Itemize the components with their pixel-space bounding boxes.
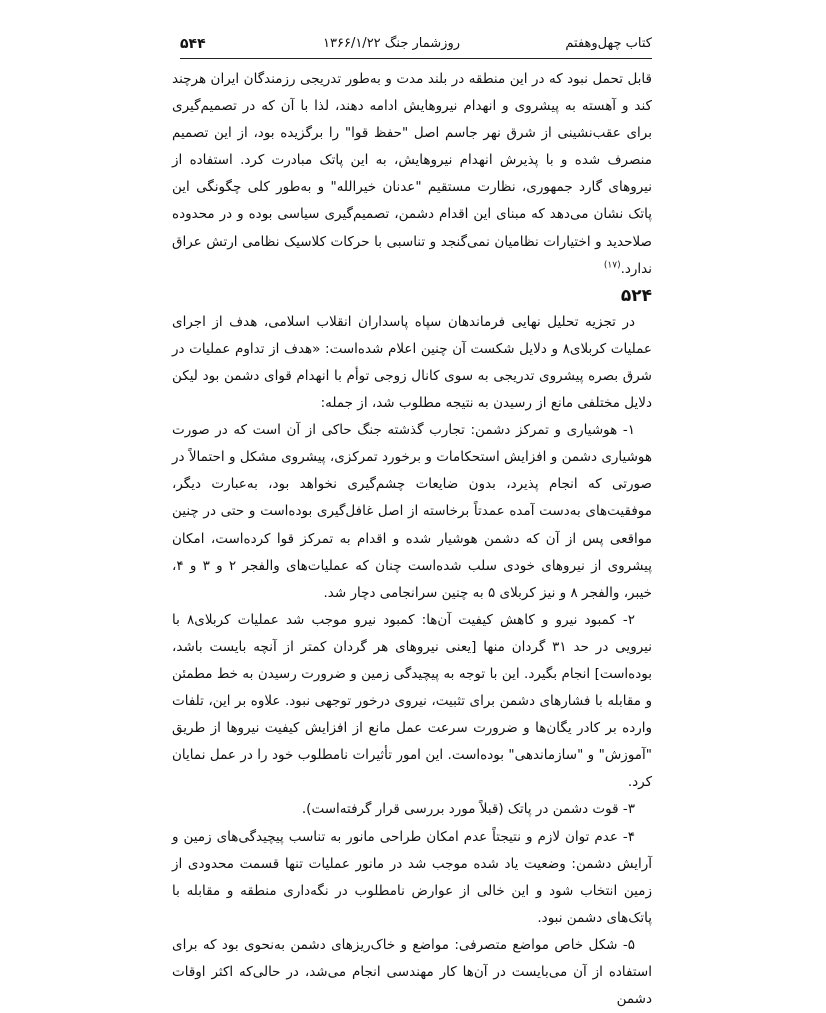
paragraph: ۵- شکل خاص مواضع متصرفی: مواضع و خاک‌ریزهای دشمن به‌نحوی بود که برای استفاده از آن می‌بایست در آن‌ها کار مهندسی انجام می‌شد، در حالی‌که اکثر اوقات دشمن: [172, 936, 652, 1008]
body-text: [172, 66, 652, 1013]
page-number: ۵۴۴: [180, 36, 206, 52]
page-header: [180, 33, 652, 55]
paragraph: ۱- هوشیاری و تمرکز دشمن: تجارب گذشته جنگ حاکی از آن است که در صورت هوشیاری دشمن و افزایش استحکامات و برخورد تمرکزی، پیشروی مشکل و احتمالاً در صورتی که انجام پذیرد، بدون ضایعات چشم‌گیری نخواهد بود، به‌عبارت دیگر، موفقیت‌های به‌دست آمده عمدتاً برخاسته از اصل غافل‌گیری بوده‌است و حتی در چنین مواقعی پس از آن که دشمن هوشیار شده و اقدام به تمرکز قوا کرده‌است، امکان پیشروی از نیروهای خودی سلب شده‌است چنان که عملیات‌های والفجر ۲ و ۳ و ۴، خیبر، والفجر ۸ و نیز کربلای ۵ به چنین سرانجامی دچار شد.: [172, 422, 652, 601]
book-title: کتاب چهل‌وهفتم: [565, 36, 652, 51]
header-divider: [180, 58, 652, 59]
intro-text: قابل تحمل نبود که در این منطقه در بلند مدت و به‌طور تدریجی رزمندگان ایران هرچند کند و آهسته به پیشروی و انهدام نیروهایش ادامه دهند، لذا با آن که در تصمیم‌گیری برای عقب‌نشینی از شرق نهر جاسم اصل "حفظ قوا" را برگزیده بود، از این تصمیم منصرف شده و با پذیرش انهدام نیروهایش، به این پاتک مبادرت کرد. استفاده از نیروهای گارد جمهوری، نظارت مستقیم "عدنان خیرالله" و به‌طور کلی چگونگی این پاتک نشان می‌دهد که مبنای این اقدام دشمن، تصمیم‌گیری سیاسی بوده و در محدوده صلاحدید و اختیارات نظامیان نمی‌گنجد و تناسبی با حرکات کلاسیک نظامی ارتش عراق ندارد.: [172, 71, 652, 277]
footnote-ref: (۱۷): [603, 260, 621, 271]
paragraph: در تجزیه تحلیل نهایی فرماندهان سپاه پاسداران انقلاب اسلامی، هدف از اجرای عملیات کربلای۸ و دلایل شکست آن چنین اعلام شده‌است: «هدف از تداوم عملیات در شرق بصره پیشروی تدریجی به سوی کانال زوجی توأم با انهدام قوای دشمن بود لیکن دلایل مختلفی مانع از رسیدن به نتیجه مطلوب شد، از جمله:: [172, 313, 652, 412]
entry-number: ۵۲۴: [620, 285, 652, 306]
paragraph: ۲- کمبود نیرو و کاهش کیفیت آن‌ها: کمبود نیرو موجب شد عملیات کربلای۸ با نیرویی در حد ۳۱ گردان منها [یعنی نیروهای هر گردان کمتر از آنچه بایست باشد، بوده‌است] انجام بگیرد. این با توجه به پیچیدگی زمین و ضرورت رسیدن به خط مطمئن و مقابله با فشارهای دشمن برای تثبیت، نیروی درخور توجهی نبود. علاوه بر این، تلفات وارده بر کادر یگان‌ها و ضرورت سرعت عمل مانع از افزایش کیفیت نیروها از طریق "آموزش" و "سازماندهی" بوده‌است. این امور تأثیرات نامطلوب خود را در عمل نمایان کرد.: [172, 611, 652, 791]
paragraph: ۴- عدم توان لازم و نتیجتاً عدم امکان طراحی مانور به تناسب پیچیدگی‌های زمین و آرایش دشمن: وضعیت یاد شده موجب شد در مانور عملیات تنها قسمت محدودی از زمین انتخاب شود و این خالی از عوارض نامطلوب در نگه‌داری منطقه و مقابله با پاتک‌های دشمن نبود.: [172, 828, 652, 926]
running-title: روزشمار جنگ ۱۳۶۶/۱/۲۲: [323, 36, 460, 51]
intro-paragraph: [172, 66, 652, 283]
paragraph: ۳- قوت دشمن در پاتک (قبلاً مورد بررسی قرار گرفته‌است).: [301, 801, 635, 818]
